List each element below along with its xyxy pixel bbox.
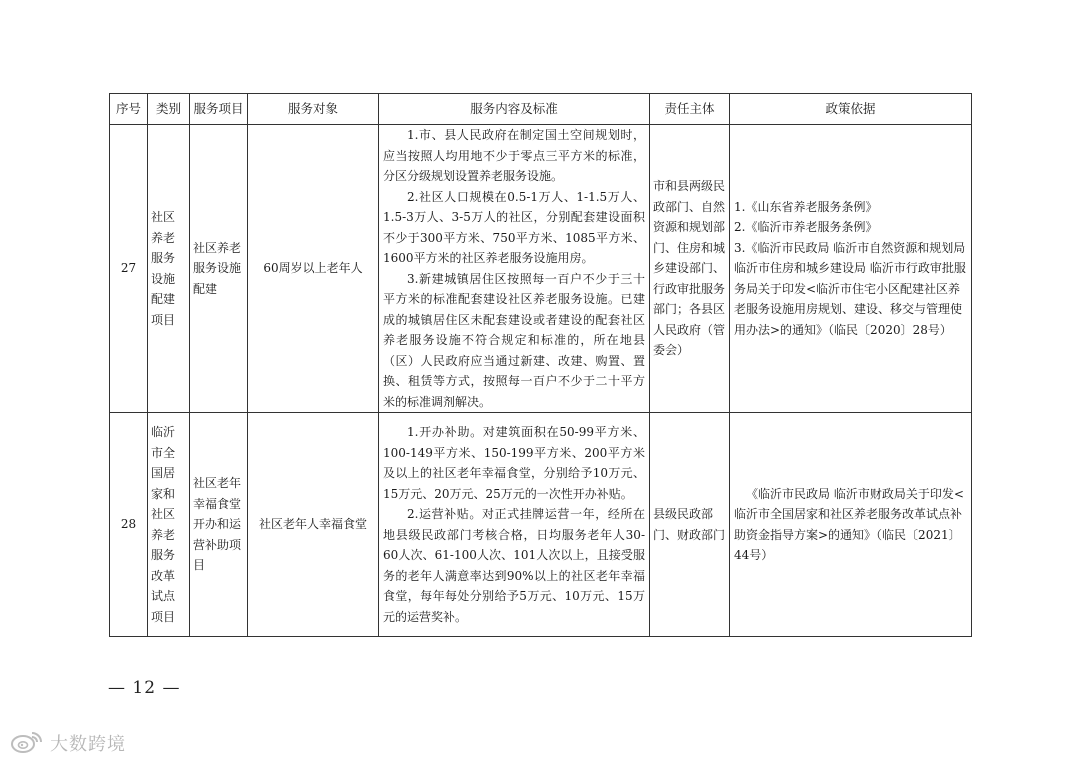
responsible-party-cell: 县级民政部门、财政部门	[650, 413, 730, 637]
header-cell: 服务对象	[248, 94, 379, 125]
watermark	[10, 728, 126, 758]
basis-item: 《临沂市民政局 临沂市财政局关于印发<临沂市全国居家和社区养老服务改革试点补助资金指导方案>的通知》（临民〔2021〕44号）	[734, 486, 964, 562]
policy-basis-cell	[730, 413, 972, 637]
content-paragraph: 2.社区人口规模在0.5-1万人、1-1.5万人、1.5-3万人、3-5万人的社区，分别配套建设面积不少于300平方米、750平方米、1085平方米、1600平方米的社区养老服务设施用房。	[383, 189, 645, 265]
basis-item: 2.《临沂市养老服务条例》	[734, 220, 878, 235]
table-row	[110, 413, 972, 637]
category-cell: 临沂市全国居家和社区养老服务改革试点项目	[148, 413, 190, 637]
row-number: 28	[110, 413, 148, 637]
content-paragraph: 1.开办补助。对建筑面积在50-99平方米、100-149平方米、150-199平方米、200平方米及以上的社区老年幸福食堂，分别给予10万元、15万元、20万元、25万元的一次性开办补贴。	[383, 425, 645, 501]
service-content-cell	[379, 125, 650, 413]
policy-basis-cell	[730, 125, 972, 413]
page-number: — 12 —	[108, 678, 181, 698]
header-cell: 服务项目	[190, 94, 248, 125]
service-table	[109, 93, 972, 637]
basis-item: 3.《临沂市民政局 临沂市自然资源和规划局 临沂市住房和城乡建设局 临沂市行政审批服务局关于印发<临沂市住宅小区配建社区养老服务设施用房规划、建设、移交与管理使用办法>的通知》（临民〔2020〕28号）	[734, 240, 966, 337]
header-cell: 政策依据	[730, 94, 972, 125]
service-content-cell	[379, 413, 650, 637]
service-item-cell: 社区老年幸福食堂开办和运营补助项目	[190, 413, 248, 637]
responsible-party-cell: 市和县两级民政部门、自然资源和规划部门、住房和城乡建设部门、行政审批服务部门；各县区人民政府（管委会）	[650, 125, 730, 413]
header-cell: 服务内容及标准	[379, 94, 650, 125]
service-item-cell: 社区养老服务设施配建	[190, 125, 248, 413]
table-header-row	[110, 94, 972, 125]
service-target-cell: 社区老年人幸福食堂	[248, 413, 379, 637]
content-paragraph: 3.新建城镇居住区按照每一百户不少于三十平方米的标准配套建设社区养老服务设施。已建成的城镇居住区未配套建设或者建设的配套社区养老服务设施不符合规定和标准的，所在地县（区）人民政府应当通过新建、改建、购置、置换、租赁等方式，按照每一百户不少于二十平方米的标准调剂解决。	[383, 271, 645, 409]
watermark-text: 大数跨境	[50, 734, 126, 755]
weibo-logo-icon	[10, 728, 44, 758]
service-target-cell: 60周岁以上老年人	[248, 125, 379, 413]
content-paragraph: 2.运营补贴。对正式挂牌运营一年，经所在地县级民政部门考核合格，日均服务老年人30-60人次、61-100人次、101人次以上，且接受服务的老年人满意率达到90%以上的社区老年幸福食堂，每年每处分别给予5万元、10万元、15万元的运营奖补。	[383, 507, 645, 624]
header-cell: 序号	[110, 94, 148, 125]
basis-item: 1.《山东省养老服务条例》	[734, 199, 878, 214]
table-row	[110, 125, 972, 413]
header-cell: 责任主体	[650, 94, 730, 125]
category-cell: 社区养老服务设施配建项目	[148, 125, 190, 413]
content-paragraph: 1.市、县人民政府在制定国土空间规划时，应当按照人均用地不少于零点三平方米的标准，分区分级规划设置养老服务设施。	[383, 128, 645, 183]
header-cell: 类别	[148, 94, 190, 125]
row-number: 27	[110, 125, 148, 413]
